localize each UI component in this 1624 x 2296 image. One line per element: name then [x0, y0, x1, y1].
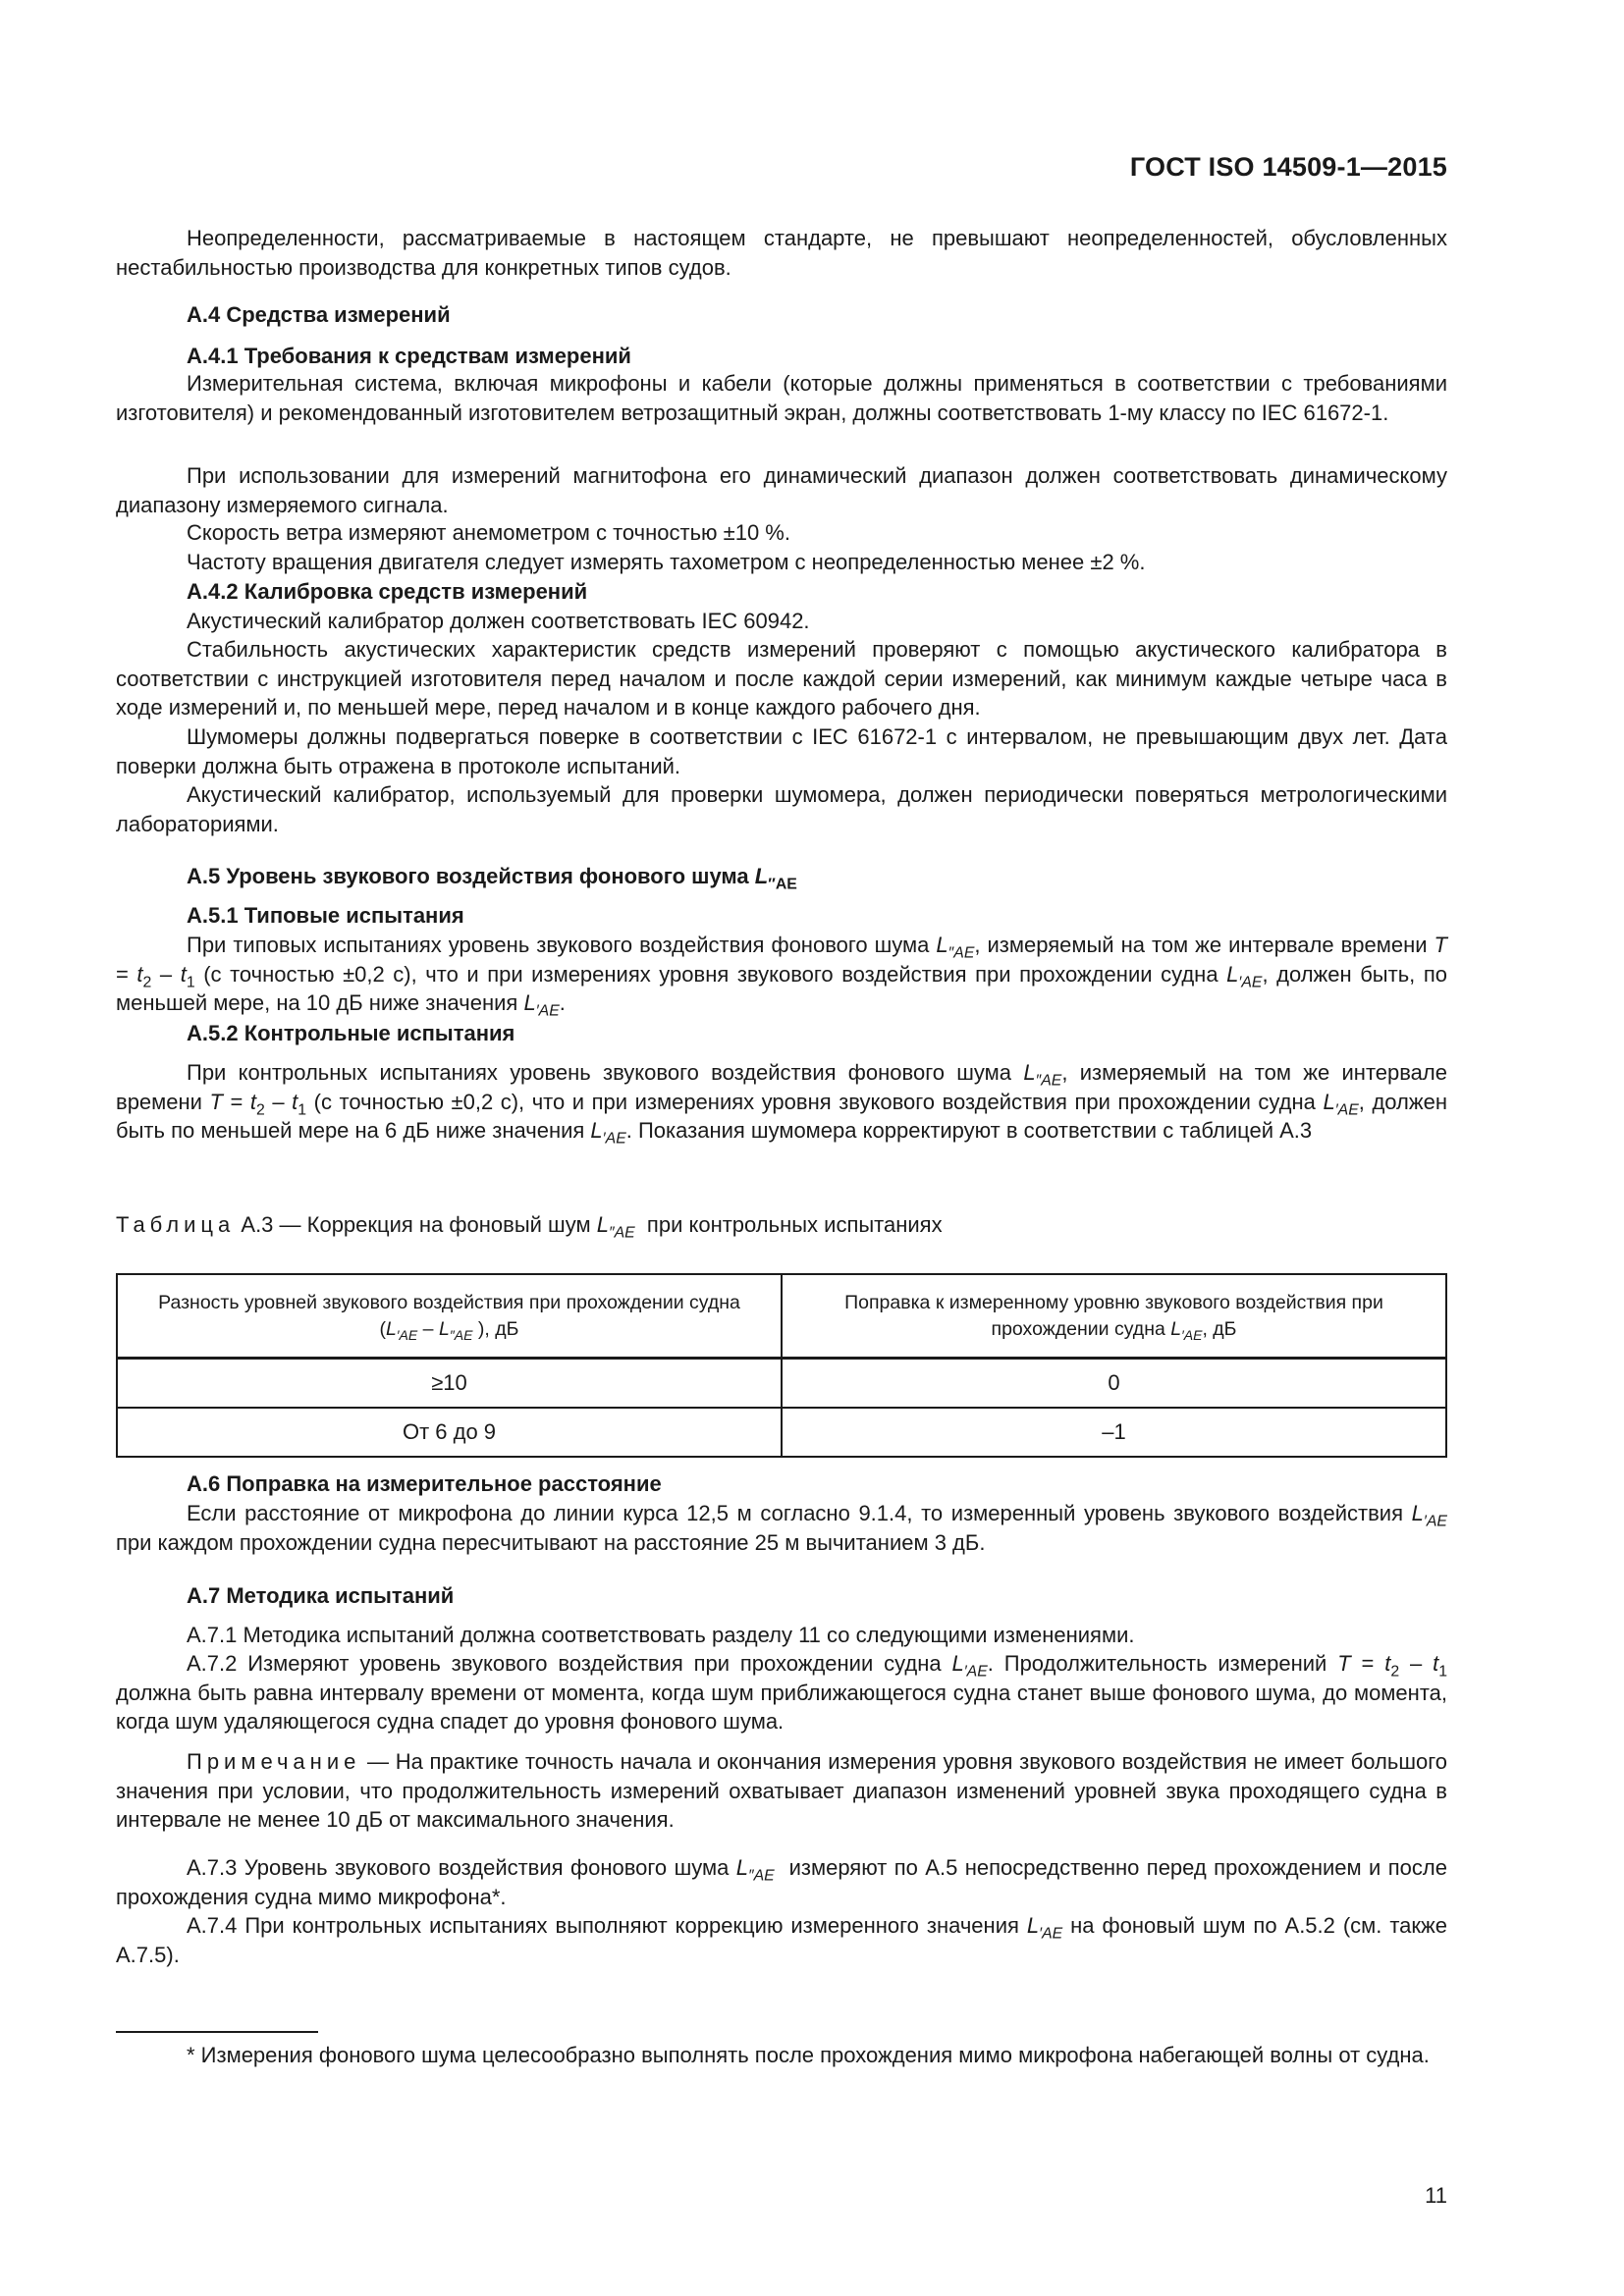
symbol-ae-bg: ″AE [768, 876, 797, 893]
a51-paragraph: При типовых испытаниях уровень звукового воздействия фонового шума $L_{''AE}$, измеряемый на том же интервале времени $T = t_2 - t_1$ (с точностью ±0,2 с), что и при измерениях уровня звукового воздействия при прохождении судна $L_{'AE}$, должен быть, по меньшей мере, на 10 дБ ниже значения $L_{'AE}$. [116, 933, 1447, 1020]
table-cell-correction: –1 [782, 1408, 1446, 1457]
a41-paragraph-3: Скорость ветра измеряют анемометром с точностью ±10 %. [187, 520, 790, 545]
a52-paragraph: При контрольных испытаниях уровень звукового воздействия фонового шума $L_{''AE}$, измеряемый на том же интервале времени $T = t_2 - t_1$ (с точностью ±0,2 с), что и при измерениях уровня звукового воздействия при прохождении судна $L_{'AE}$, должен быть по меньшей мере на 6 дБ ниже значения $L_{'AE}$. Показания шумомера корректируют в соответствии с таблицей А.3 [116, 1060, 1447, 1148]
section-a4-heading: А.4 Средства измерений [187, 302, 451, 327]
footnote: * Измерения фонового шума целесообразно выполнять после прохождения мимо микрофона набегающей волны от судна. [187, 2043, 1430, 2067]
table-cell-diff: От 6 до 9 [117, 1408, 782, 1457]
table-header-row [117, 1274, 1446, 1359]
intro-paragraph: Неопределенности, рассматриваемые в настоящем стандарте, не превышают неопределенностей, обусловленных нестабильностью производства для конкретных типов судов. [116, 226, 1447, 280]
table-header-correction: Поправка к измеренному уровню звукового воздействия при прохождении судна $L_{'AE}$, дБ [782, 1274, 1446, 1359]
section-a5-heading: А.5 Уровень звукового воздействия фонового шума $L_{''AE}$ [187, 864, 797, 893]
footnote-separator [116, 2031, 318, 2033]
section-a51-heading: А.5.1 Типовые испытания [187, 903, 464, 928]
section-a7-heading: А.7 Методика испытаний [187, 1583, 455, 1608]
a42-paragraph-3: Шумомеры должны подвергаться поверке в соответствии с IEC 61672-1 с интервалом, не превышающим двух лет. Дата поверки должна быть отражена в протоколе испытаний. [116, 724, 1447, 778]
a71-paragraph: А.7.1 Методика испытаний должна соответствовать разделу 11 со следующими изменениями. [187, 1623, 1135, 1647]
a42-paragraph-4: Акустический калибратор, используемый для проверки шумомера, должен периодически поверяться метрологическими лабораториями. [116, 782, 1447, 836]
table-row [117, 1408, 1446, 1457]
a41-paragraph-1: Измерительная система, включая микрофоны и кабели (которые должны применяться в соответствии с требованиями изготовителя) и рекомендованный изготовителем ветрозащитный экран, должны соответствовать 1-му классу по IEC 61672-1. [116, 371, 1447, 425]
table-cell-correction: 0 [782, 1359, 1446, 1409]
a41-paragraph-2: При использовании для измерений магнитофона его динамический диапазон должен соответствовать динамическому диапазону измеряемого сигнала. [116, 463, 1447, 517]
page-number: 11 [1425, 2183, 1447, 2208]
document-header: ГОСТ ISO 14509-1—2015 [1129, 152, 1447, 182]
a73-paragraph: А.7.3 Уровень звукового воздействия фонового шума $L_{''AE}$ измеряют по А.5 непосредственно перед прохождением и после прохождения судна мимо микрофона*. [116, 1855, 1447, 1909]
a74-paragraph: А.7.4 При контрольных испытаниях выполняют коррекцию измеренного значения $L_{'AE}$ на фоновый шум по А.5.2 (см. также А.7.5). [116, 1913, 1447, 1967]
section-a52-heading: А.5.2 Контрольные испытания [187, 1021, 515, 1045]
table-caption: Таблица А.3 — Коррекция на фоновый шум $L_{''AE}$ при контрольных испытаниях [116, 1212, 943, 1242]
section-a42-heading: А.4.2 Калибровка средств измерений [187, 579, 588, 604]
correction-table [116, 1273, 1447, 1458]
a72-paragraph: А.7.2 Измеряют уровень звукового воздействия при прохождении судна $L_{'AE}$. Продолжительность измерений $T = t_2 - t_1$ должна быть равна интервалу времени от момента, когда шум приближающегося судна станет выше фонового шума, до момента, когда шум удаляющегося судна спадет до уровня фонового шума. [116, 1651, 1447, 1734]
section-a41-heading: А.4.1 Требования к средствам измерений [187, 344, 631, 368]
table-row [117, 1359, 1446, 1409]
a41-paragraph-4: Частоту вращения двигателя следует измерять тахометром с неопределенностью менее ±2 %. [187, 550, 1146, 574]
a42-paragraph-2: Стабильность акустических характеристик средств измерений проверяют с помощью акустического калибратора в соответствии с инструкцией изготовителя перед началом и после каждой серии измерений, как минимум каждые четыре часа в ходе измерений и, по меньшей мере, перед началом и в конце каждого рабочего дня. [116, 637, 1447, 720]
note-paragraph: Примечание — На практике точность начала и окончания измерения уровня звукового воздействия не имеет большого значения при условии, что продолжительность измерений охватывает диапазон изменений уровней звука проходящего судна в интервале не менее 10 дБ от максимального значения. [116, 1749, 1447, 1832]
a42-paragraph-1: Акустический калибратор должен соответствовать IEC 60942. [187, 609, 810, 633]
a6-paragraph: Если расстояние от микрофона до линии курса 12,5 м согласно 9.1.4, то измеренный уровень звукового воздействия $L_{'AE}$ при каждом прохождении судна пересчитывают на расстояние 25 м вычитанием 3 дБ. [116, 1501, 1447, 1555]
table-header-diff: Разность уровней звукового воздействия при прохождении судна ($L_{'AE} - L_{''AE}$ ), дБ [117, 1274, 782, 1359]
table-cell-diff: ≥10 [117, 1359, 782, 1409]
section-a6-heading: А.6 Поправка на измерительное расстояние [187, 1471, 662, 1496]
